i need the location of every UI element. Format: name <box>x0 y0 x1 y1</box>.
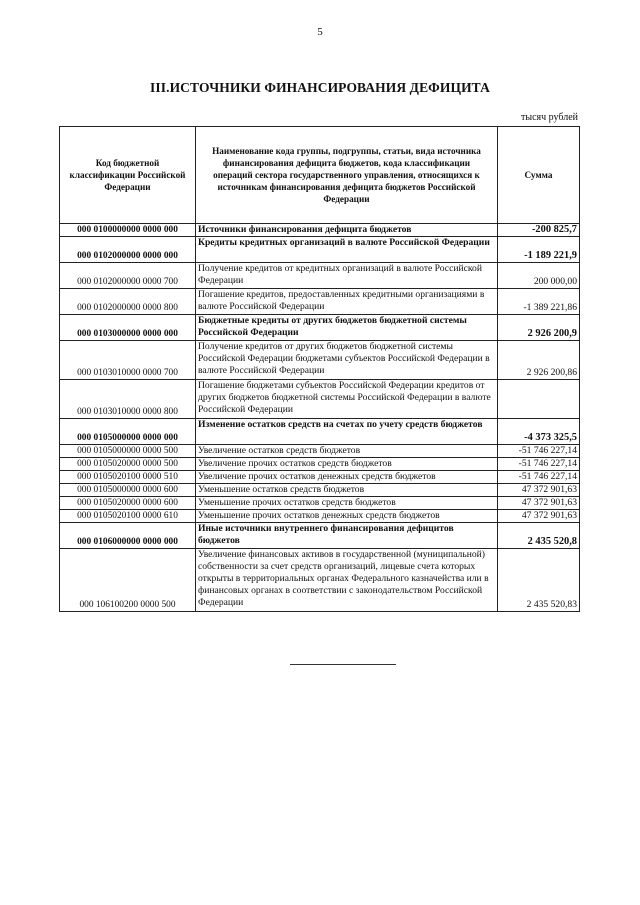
row-name: Увеличение прочих остатков денежных средств бюджетов <box>196 471 498 484</box>
row-name: Бюджетные кредиты от других бюджетов бюджетной системы Российской Федерации <box>196 315 498 341</box>
row-name: Уменьшение прочих остатков средств бюджетов <box>196 497 498 510</box>
row-name: Увеличение прочих остатков средств бюджетов <box>196 458 498 471</box>
row-amount: 2 435 520,83 <box>498 549 580 612</box>
table-row <box>60 419 580 445</box>
row-code: 000 0103010000 0000 800 <box>60 380 196 419</box>
page-number: 5 <box>317 26 323 38</box>
row-code: 000 0105000000 0000 600 <box>60 484 196 497</box>
section-title: III.ИСТОЧНИКИ ФИНАНСИРОВАНИЯ ДЕФИЦИТА <box>150 80 490 95</box>
row-name: Изменение остатков средств на счетах по учету средств бюджетов <box>196 419 498 445</box>
row-name: Погашение кредитов, предоставленных кредитными организациями в валюте Российской Федерации <box>196 289 498 315</box>
row-name: Увеличение остатков средств бюджетов <box>196 445 498 458</box>
header-name: Наименование кода группы, подгруппы, статьи, вида источника финансирования дефицита бюджетов, кода классификации операций сектора государственного управления, относящихся к источникам финансирования дефицита бюджетов Российской Федерации <box>196 127 498 224</box>
header-code: Код бюджетной классификации Российской Федерации <box>60 127 196 224</box>
row-code: 000 0102000000 0000 000 <box>60 237 196 263</box>
table-row <box>60 510 580 523</box>
row-amount: 2 926 200,9 <box>498 315 580 341</box>
row-code: 000 0105020000 0000 500 <box>60 458 196 471</box>
units-label: тысяч рублей <box>520 112 578 123</box>
row-code: 000 0102000000 0000 700 <box>60 263 196 289</box>
row-amount: -200 825,7 <box>498 224 580 237</box>
row-amount: -4 373 325,5 <box>498 419 580 445</box>
table-row <box>60 263 580 289</box>
table-row <box>60 523 580 549</box>
row-code: 000 0102000000 0000 800 <box>60 289 196 315</box>
table-row <box>60 484 580 497</box>
row-name: Уменьшение прочих остатков денежных средств бюджетов <box>196 510 498 523</box>
row-name: Получение кредитов от кредитных организаций в валюте Российской Федерации <box>196 263 498 289</box>
row-amount: 47 372 901,63 <box>498 497 580 510</box>
row-code: 000 106100200 0000 500 <box>60 549 196 612</box>
row-name: Погашение бюджетами субъектов Российской Федерации кредитов от других бюджетов бюджетной системы Российской Федерации в валюте Российской Федерации <box>196 380 498 419</box>
row-code: 000 0103010000 0000 700 <box>60 341 196 380</box>
row-name: Иные источники внутреннего финансирования дефицитов бюджетов <box>196 523 498 549</box>
row-code: 000 0105020000 0000 600 <box>60 497 196 510</box>
row-code: 000 0105020100 0000 510 <box>60 471 196 484</box>
row-code: 000 0103000000 0000 000 <box>60 315 196 341</box>
header-amount: Сумма <box>498 127 580 224</box>
row-amount: 47 372 901,63 <box>498 510 580 523</box>
row-amount: -51 746 227,14 <box>498 471 580 484</box>
table-row <box>60 224 580 237</box>
row-amount: -51 746 227,14 <box>498 445 580 458</box>
table-row <box>60 497 580 510</box>
row-code: 000 0105000000 0000 500 <box>60 445 196 458</box>
row-code: 000 0100000000 0000 000 <box>60 224 196 237</box>
table-row <box>60 458 580 471</box>
table-row <box>60 315 580 341</box>
row-code: 000 0105000000 0000 000 <box>60 419 196 445</box>
row-amount: 200 000,00 <box>498 263 580 289</box>
row-amount: 47 372 901,63 <box>498 484 580 497</box>
row-amount: 2 435 520,8 <box>498 523 580 549</box>
row-name: Получение кредитов от других бюджетов бюджетной системы Российской Федерации бюджетами субъектов Российской Федерации в валюте Российской Федерации <box>196 341 498 380</box>
row-name: Увеличение финансовых активов в государственной (муниципальной) собственности за счет средств организаций, лицевые счета которых открыты в территориальных органах Федерального казначейства или в финансовых органах в соответствии с законодательством Российской Федерации <box>196 549 498 612</box>
footer-divider <box>290 664 396 665</box>
table-row <box>60 471 580 484</box>
table-row <box>60 380 580 419</box>
row-amount: -1 189 221,9 <box>498 237 580 263</box>
row-code: 000 0106000000 0000 000 <box>60 523 196 549</box>
row-name: Источники финансирования дефицита бюджетов <box>196 224 498 237</box>
row-amount: -51 746 227,14 <box>498 458 580 471</box>
row-code: 000 0105020100 0000 610 <box>60 510 196 523</box>
table-row <box>60 289 580 315</box>
row-amount: -1 389 221,86 <box>498 289 580 315</box>
table-row <box>60 445 580 458</box>
table-row <box>60 341 580 380</box>
table-header-row <box>60 127 580 224</box>
table-row <box>60 237 580 263</box>
row-amount <box>498 380 580 419</box>
row-name: Уменьшение остатков средств бюджетов <box>196 484 498 497</box>
row-name: Кредиты кредитных организаций в валюте Российской Федерации <box>196 237 498 263</box>
table-row <box>60 549 580 612</box>
row-amount: 2 926 200,86 <box>498 341 580 380</box>
financing-sources-table <box>59 126 580 612</box>
